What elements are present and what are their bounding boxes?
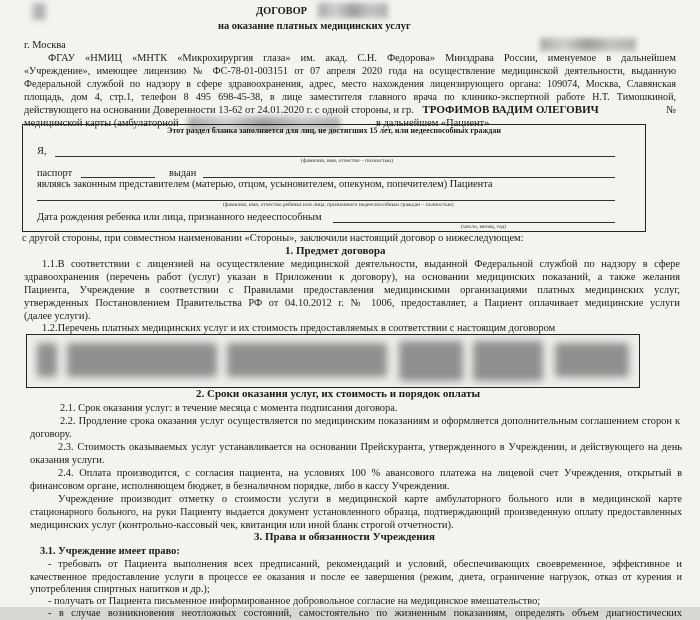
s2-p5-line-2: стационарного больного, на руки Пациенту выдается документ установленного образца, подтверждающий произведенную оплату предоставленных [30, 507, 682, 518]
s2-p3-line-1: 2.3. Стоимость оказываемых услуг устанавливается на основании Прейскуранта, утвержденного в Учреждении, и действующего на день [58, 442, 682, 453]
intro-line-5 [24, 104, 676, 117]
table-cell-redacted [555, 343, 629, 377]
s3-item-3: - в случае возникновения неотложных состояний, самостоятельно по жизненным показаниям, определять объем диагностических [48, 608, 682, 619]
patient-name: ТРОФИМОВ ВАДИМ ОЛЕГОВИЧ [422, 104, 599, 116]
s1-p1-line-5: (далее услуги). [24, 311, 91, 322]
table-cell-redacted [67, 343, 217, 377]
issued-label: выдан [169, 168, 197, 179]
s2-p4-line-1: 2.4. Оплата производится, с согласия пациента, на условиях 100 % авансового платежа на лицевой счет Учреждения, открытый в [58, 468, 682, 479]
s2-p2-line-2: договору. [30, 429, 72, 440]
intro-line-4: площадь, дом 4, стр.1, телефон 8 495 698-45-38, в лице заместителя главного врача по клинико-экспертной работе Н.Т. Тимошкиной, [24, 92, 676, 103]
representative-text: являясь законным представителем (матерью, отцом, усыновителем, опекуном, попечителем) Пациента [37, 179, 493, 190]
birth-date-label: Дата рождения ребенка или лица, признанного недееспособным [37, 212, 322, 223]
intro-line-2: «Учреждение», имеющее лицензию № ФС-78-01-003151 от 07 апреля 2020 года на осуществление медицинской деятельности, выданную [24, 66, 676, 77]
section-2-title: 2. Сроки оказания услуг, их стоимость и порядок оплаты [196, 388, 481, 400]
passport-label: паспорт [37, 168, 73, 179]
guardian-heading: Этот раздел бланка заполняется для лиц, не достигших 15 лет, или недееспособных граждан [167, 126, 501, 135]
s1-p1-line-1: 1.1.В соответствии с лицензией на осуществление медицинской деятельности, выданной Федеральной службой по надзору в сфере [42, 259, 680, 270]
s3-item-1-line-3: употребления спиртных напитков и др.); [30, 584, 210, 595]
s2-p1: 2.1. Срок оказания услуг: в течение месяца с момента подписания договора. [60, 403, 398, 414]
s2-p5-line-1: Учреждение производит отметку о стоимости услуги в медицинской карте амбулаторного больного или в медицинской карте [58, 494, 682, 505]
me-label: Я, [37, 146, 47, 157]
fio-caption: (фамилия, имя, отчество – полностью) [301, 158, 394, 164]
s1-p1-line-3: Пациента, Учреждение в соответствии с Правилами предоставления медицинскими организациями платных медицинских услуг, [24, 285, 680, 296]
table-cell-redacted [473, 341, 543, 381]
birth-date-line [333, 222, 615, 223]
s1-p2: 1.2.Перечень платных медицинских услуг и их стоимость предоставляемых в соответствии с настоящим договором [42, 323, 556, 334]
city: г. Москва [24, 40, 66, 51]
guardian-section-box [22, 124, 646, 232]
parties-line: с другой стороны, при совместном наименовании «Стороны», заключили настоящий договор о нижеследующем: [22, 233, 524, 244]
table-cell-redacted [37, 343, 57, 377]
services-table [26, 334, 640, 388]
date-caption: (число, месяц, год) [461, 224, 507, 230]
intro-line-5-text: действующего на основании Доверенности 13-62 от 24.01.2020 г. с одной стороны, и гр. [24, 105, 414, 116]
s2-p2-line-1: 2.2. Продление срока оказания услуг осуществляется по медицинским показаниям и оформляется дополнительным соглашением сторон к [60, 416, 680, 427]
s3-subtitle: 3.1. Учреждение имеет право: [40, 546, 180, 557]
s3-item-2: - получать от Пациента письменное информированное добровольное согласие на медицинское вмешательство; [48, 596, 541, 607]
section-1-title: 1. Предмет договора [285, 245, 386, 257]
intro-line-1: ФГАУ «НМИЦ «МНТК «Микрохирургия глаза» им. акад. С.Н. Федорова» Минздрава России, именуемое в дальнейшем [48, 53, 676, 64]
s3-item-1-line-1: - требовать от Пациента выполнения всех предписаний, рекомендаций и условий, обеспечивающих своевременное, эффективное и [48, 559, 682, 570]
section-3-title: 3. Права и обязанности Учреждения [254, 531, 435, 543]
s2-p4-line-2: финансовом органе, исполняющем бюджет, в безналичном порядке, либо в кассу Учреждения. [30, 481, 450, 492]
contract-subtitle: на оказание платных медицинских услуг [218, 21, 411, 32]
redacted-contract-number [318, 3, 388, 18]
s1-p1-line-2: здравоохранения (перечень работ (услуг) указан в Приложении к договору), на основании медицинских показаний, а также желания [24, 272, 680, 283]
child-caption: (фамилия, имя, отчество ребенка или лица, признанного недееспособным граждан – полностью) [223, 202, 454, 208]
table-cell-redacted [399, 341, 463, 381]
card-type-text: медицинской карты (амбулаторной [24, 118, 179, 129]
patient-alias-text: в дальнейшем «Пациент» [376, 118, 490, 129]
s2-p5-line-3: медицинских услуг (контрольно-кассовый чек, квитанция или иной бланк строгой отчетности). [30, 520, 454, 531]
contract-title: ДОГОВОР [256, 6, 308, 17]
table-cell-redacted [227, 343, 387, 377]
redacted-top-left [32, 3, 46, 20]
s1-p1-line-4: утвержденных Постановлением Правительства РФ от 04.10.2012 г. № 1006, предоставляет, а Пациент оплачивает медицинские услуги [24, 298, 680, 309]
s3-item-1-line-2: качественное предоставление услуги в процессе ее оказания и после ее завершения (режим, диета, ограничение нагрузок, отказ от курения и [30, 572, 682, 583]
fio-line [55, 156, 615, 157]
redacted-date [540, 38, 636, 51]
child-name-line [37, 200, 615, 201]
card-number-label: № [666, 105, 676, 116]
s2-p3-line-2: оказания услуги. [30, 455, 105, 466]
intro-line-3: Федеральной службой по надзору в сфере здравоохранения, адрес, место нахождения лицензирующего органа: 109074, Москва, Славянская [24, 79, 676, 90]
